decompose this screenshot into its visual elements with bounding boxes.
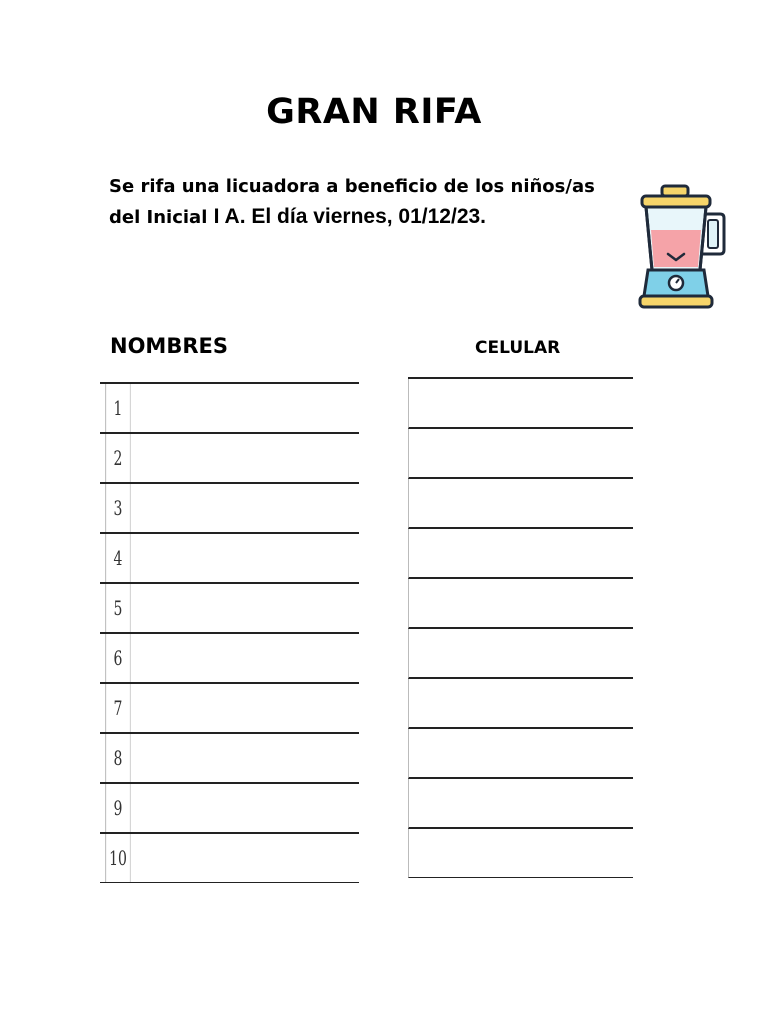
phone-entry-field[interactable]	[408, 629, 633, 679]
phone-entry-field[interactable]	[408, 679, 633, 729]
name-row	[100, 484, 359, 534]
row-number: 7	[105, 684, 130, 732]
description-line2-prefix: del Inicial	[109, 207, 214, 228]
names-column-header: NOMBRES	[110, 334, 228, 358]
description-line1: Se rifa una licuadora a beneficio de los niños/as	[109, 176, 595, 197]
names-table	[100, 382, 359, 883]
phone-entry-field[interactable]	[408, 479, 633, 529]
phone-entry-field[interactable]	[408, 729, 633, 779]
phone-entry-field[interactable]	[408, 579, 633, 629]
description-line2-suffix: I A. El día viernes, 01/12/23.	[213, 205, 487, 228]
name-entry-field[interactable]	[136, 484, 359, 532]
row-number: 5	[105, 584, 130, 632]
name-entry-field[interactable]	[136, 384, 359, 432]
name-row	[100, 384, 359, 434]
row-number: 1	[105, 384, 130, 432]
name-entry-field[interactable]	[136, 734, 359, 782]
name-entry-field[interactable]	[136, 834, 359, 882]
name-entry-field[interactable]	[136, 634, 359, 682]
row-number: 4	[105, 534, 130, 582]
phone-column-header: CELULAR	[475, 338, 561, 358]
name-entry-field[interactable]	[136, 684, 359, 732]
phone-entry-field[interactable]	[408, 429, 633, 479]
name-row	[100, 784, 359, 834]
phone-entry-field[interactable]	[408, 779, 633, 829]
raffle-description	[109, 172, 639, 233]
name-entry-field[interactable]	[136, 534, 359, 582]
name-row	[100, 434, 359, 484]
page-title: GRAN RIFA	[266, 92, 482, 132]
row-number: 2	[105, 434, 130, 482]
name-row	[100, 684, 359, 734]
name-row	[100, 734, 359, 784]
phone-entry-field[interactable]	[408, 379, 633, 429]
phone-table	[408, 377, 633, 878]
row-number: 9	[105, 784, 130, 832]
row-number: 3	[105, 484, 130, 532]
phone-entry-field[interactable]	[408, 829, 633, 878]
name-entry-field[interactable]	[136, 784, 359, 832]
name-row	[100, 834, 359, 883]
name-entry-field[interactable]	[136, 434, 359, 482]
name-row	[100, 534, 359, 584]
phone-entry-field[interactable]	[408, 529, 633, 579]
row-number: 8	[105, 734, 130, 782]
row-number: 6	[105, 634, 130, 682]
name-row	[100, 634, 359, 684]
name-row	[100, 584, 359, 634]
blender-icon	[632, 182, 728, 314]
name-entry-field[interactable]	[136, 584, 359, 632]
row-number: 10	[105, 834, 130, 882]
